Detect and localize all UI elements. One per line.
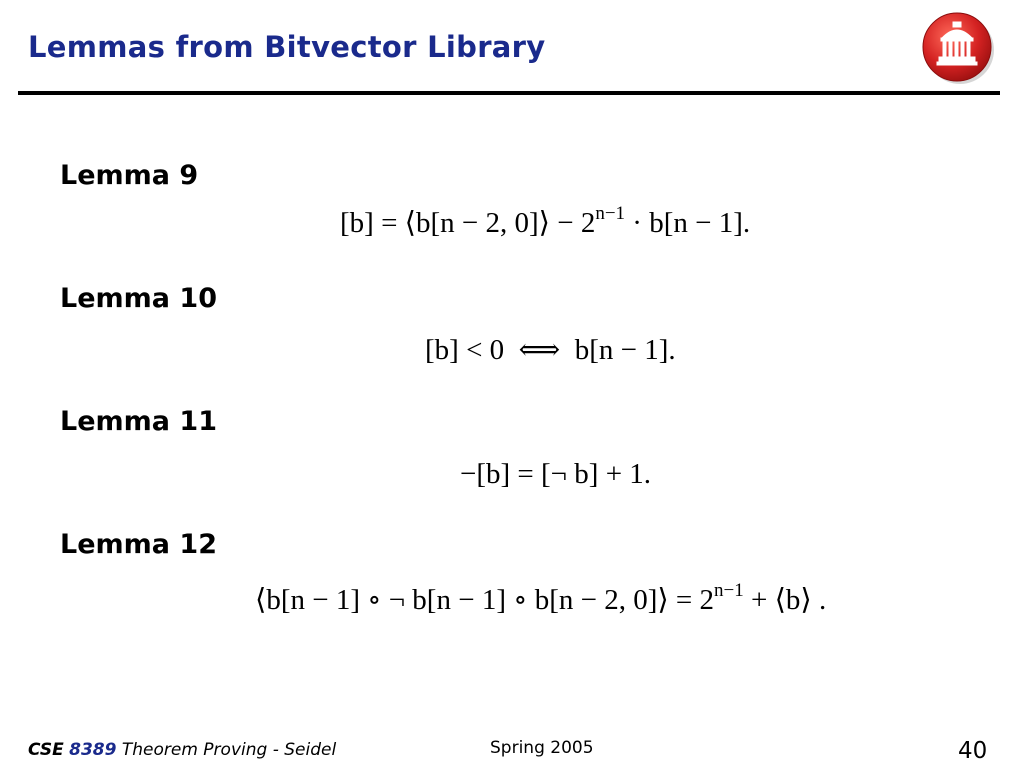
title-underline	[18, 91, 1000, 95]
lemma-12-formula: ⟨b[n − 1] ∘ ¬ b[n − 1] ∘ b[n − 2, 0]⟩ = $2^{n-1}$ + ⟨b⟩ .	[255, 580, 827, 616]
lemma-12-label: Lemma 12	[60, 529, 217, 560]
university-seal-logo	[920, 10, 996, 86]
footer-term: Spring 2005	[490, 738, 594, 758]
lemma-10-label: Lemma 10	[60, 283, 217, 314]
lemma-11-formula: −[b] = [¬ b] + 1.	[460, 458, 652, 490]
slide-title: Lemmas from Bitvector Library	[28, 30, 546, 64]
footer-course	[28, 740, 336, 760]
page-number: 40	[958, 738, 988, 764]
lemma-10-formula: [b] < 0 ⟺ b[n − 1].	[425, 334, 676, 366]
footer-course-number: 8389	[69, 740, 117, 760]
footer-course-title: Theorem Proving - Seidel	[121, 740, 337, 760]
lemma-11-label: Lemma 11	[60, 406, 217, 437]
footer-dept: CSE	[28, 740, 64, 760]
lemma-9-formula: [b] = ⟨b[n − 2, 0]⟩ − $2^{n-1} \cdot b[n - 1]$.	[340, 203, 751, 239]
lemma-9-label: Lemma 9	[60, 160, 199, 191]
